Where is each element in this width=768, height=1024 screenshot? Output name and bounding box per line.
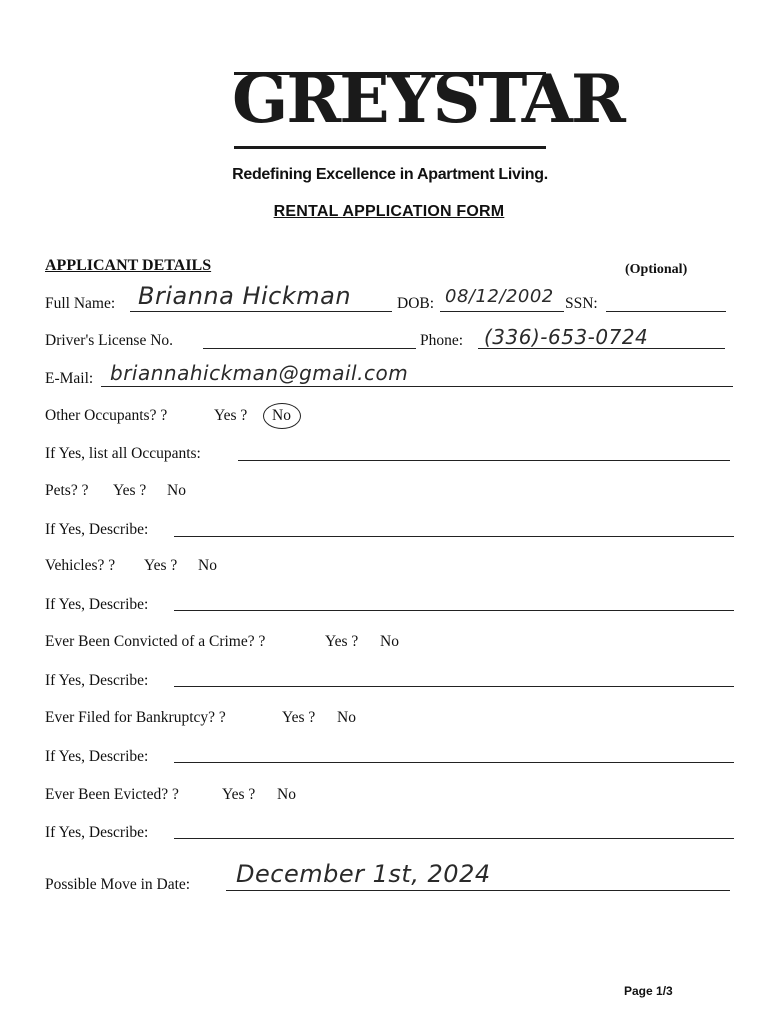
tagline: Redefining Excellence in Apartment Living.: [232, 166, 548, 183]
pets-label: Pets? ?: [45, 482, 89, 499]
crime-describe-line[interactable]: [174, 686, 734, 687]
list-occupants-label: If Yes, list all Occupants:: [45, 445, 201, 462]
section-title: APPLICANT DETAILS: [45, 257, 212, 274]
company-logo: GREYSTAR: [232, 60, 624, 138]
other-occupants-label: Other Occupants? ?: [45, 407, 168, 424]
other-occupants-yes[interactable]: Yes ?: [214, 407, 248, 424]
vehicles-describe-label: If Yes, Describe:: [45, 596, 149, 613]
crime-yes[interactable]: Yes ?: [325, 633, 359, 650]
phone-label: Phone:: [420, 332, 464, 349]
full-name-label: Full Name:: [45, 295, 116, 312]
vehicles-no[interactable]: No: [198, 557, 217, 574]
evicted-describe-label: If Yes, Describe:: [45, 824, 149, 841]
bankruptcy-yes[interactable]: Yes ?: [282, 709, 316, 726]
evicted-no[interactable]: No: [277, 786, 296, 803]
bankruptcy-no[interactable]: No: [337, 709, 356, 726]
evicted-describe-line[interactable]: [174, 838, 734, 839]
list-occupants-line[interactable]: [238, 460, 730, 461]
pets-describe-label: If Yes, Describe:: [45, 521, 149, 538]
crime-no[interactable]: No: [380, 633, 399, 650]
email-line[interactable]: [101, 386, 733, 387]
evicted-yes[interactable]: Yes ?: [222, 786, 256, 803]
pets-yes[interactable]: Yes ?: [113, 482, 147, 499]
ssn-label: SSN:: [565, 295, 598, 312]
ssn-line[interactable]: [606, 311, 726, 312]
evicted-label: Ever Been Evicted? ?: [45, 786, 179, 803]
move-in-label: Possible Move in Date:: [45, 876, 191, 893]
vehicles-yes[interactable]: Yes ?: [144, 557, 178, 574]
dob-value: 08/12/2002: [445, 286, 554, 307]
vehicles-describe-line[interactable]: [174, 610, 734, 611]
bankruptcy-describe-line[interactable]: [174, 762, 734, 763]
email-value: briannahickman@gmail.com: [110, 361, 409, 385]
move-in-value: December 1st, 2024: [236, 860, 491, 888]
form-title: RENTAL APPLICATION FORM: [273, 203, 505, 220]
bankruptcy-describe-label: If Yes, Describe:: [45, 748, 149, 765]
other-occupants-no-circle: [263, 403, 301, 429]
full-name-line[interactable]: [130, 311, 392, 312]
pets-no[interactable]: No: [167, 482, 186, 499]
full-name-value: Brianna Hickman: [138, 282, 352, 310]
pets-describe-line[interactable]: [174, 536, 734, 537]
move-in-line[interactable]: [226, 890, 730, 891]
crime-describe-label: If Yes, Describe:: [45, 672, 149, 689]
drivers-license-label: Driver's License No.: [45, 332, 174, 349]
dob-label: DOB:: [397, 295, 435, 312]
dob-line[interactable]: [440, 311, 564, 312]
logo-bottom-rule: [234, 146, 546, 149]
optional-note: (Optional): [625, 262, 688, 277]
bankruptcy-label: Ever Filed for Bankruptcy? ?: [45, 709, 226, 726]
other-occupants-no[interactable]: No: [272, 407, 291, 424]
page-number: Page 1/3: [624, 984, 673, 998]
crime-label: Ever Been Convicted of a Crime? ?: [45, 633, 266, 650]
email-label: E-Mail:: [45, 370, 94, 387]
phone-value: (336)-653-0724: [484, 325, 649, 349]
drivers-license-line[interactable]: [203, 348, 416, 349]
vehicles-label: Vehicles? ?: [45, 557, 116, 574]
